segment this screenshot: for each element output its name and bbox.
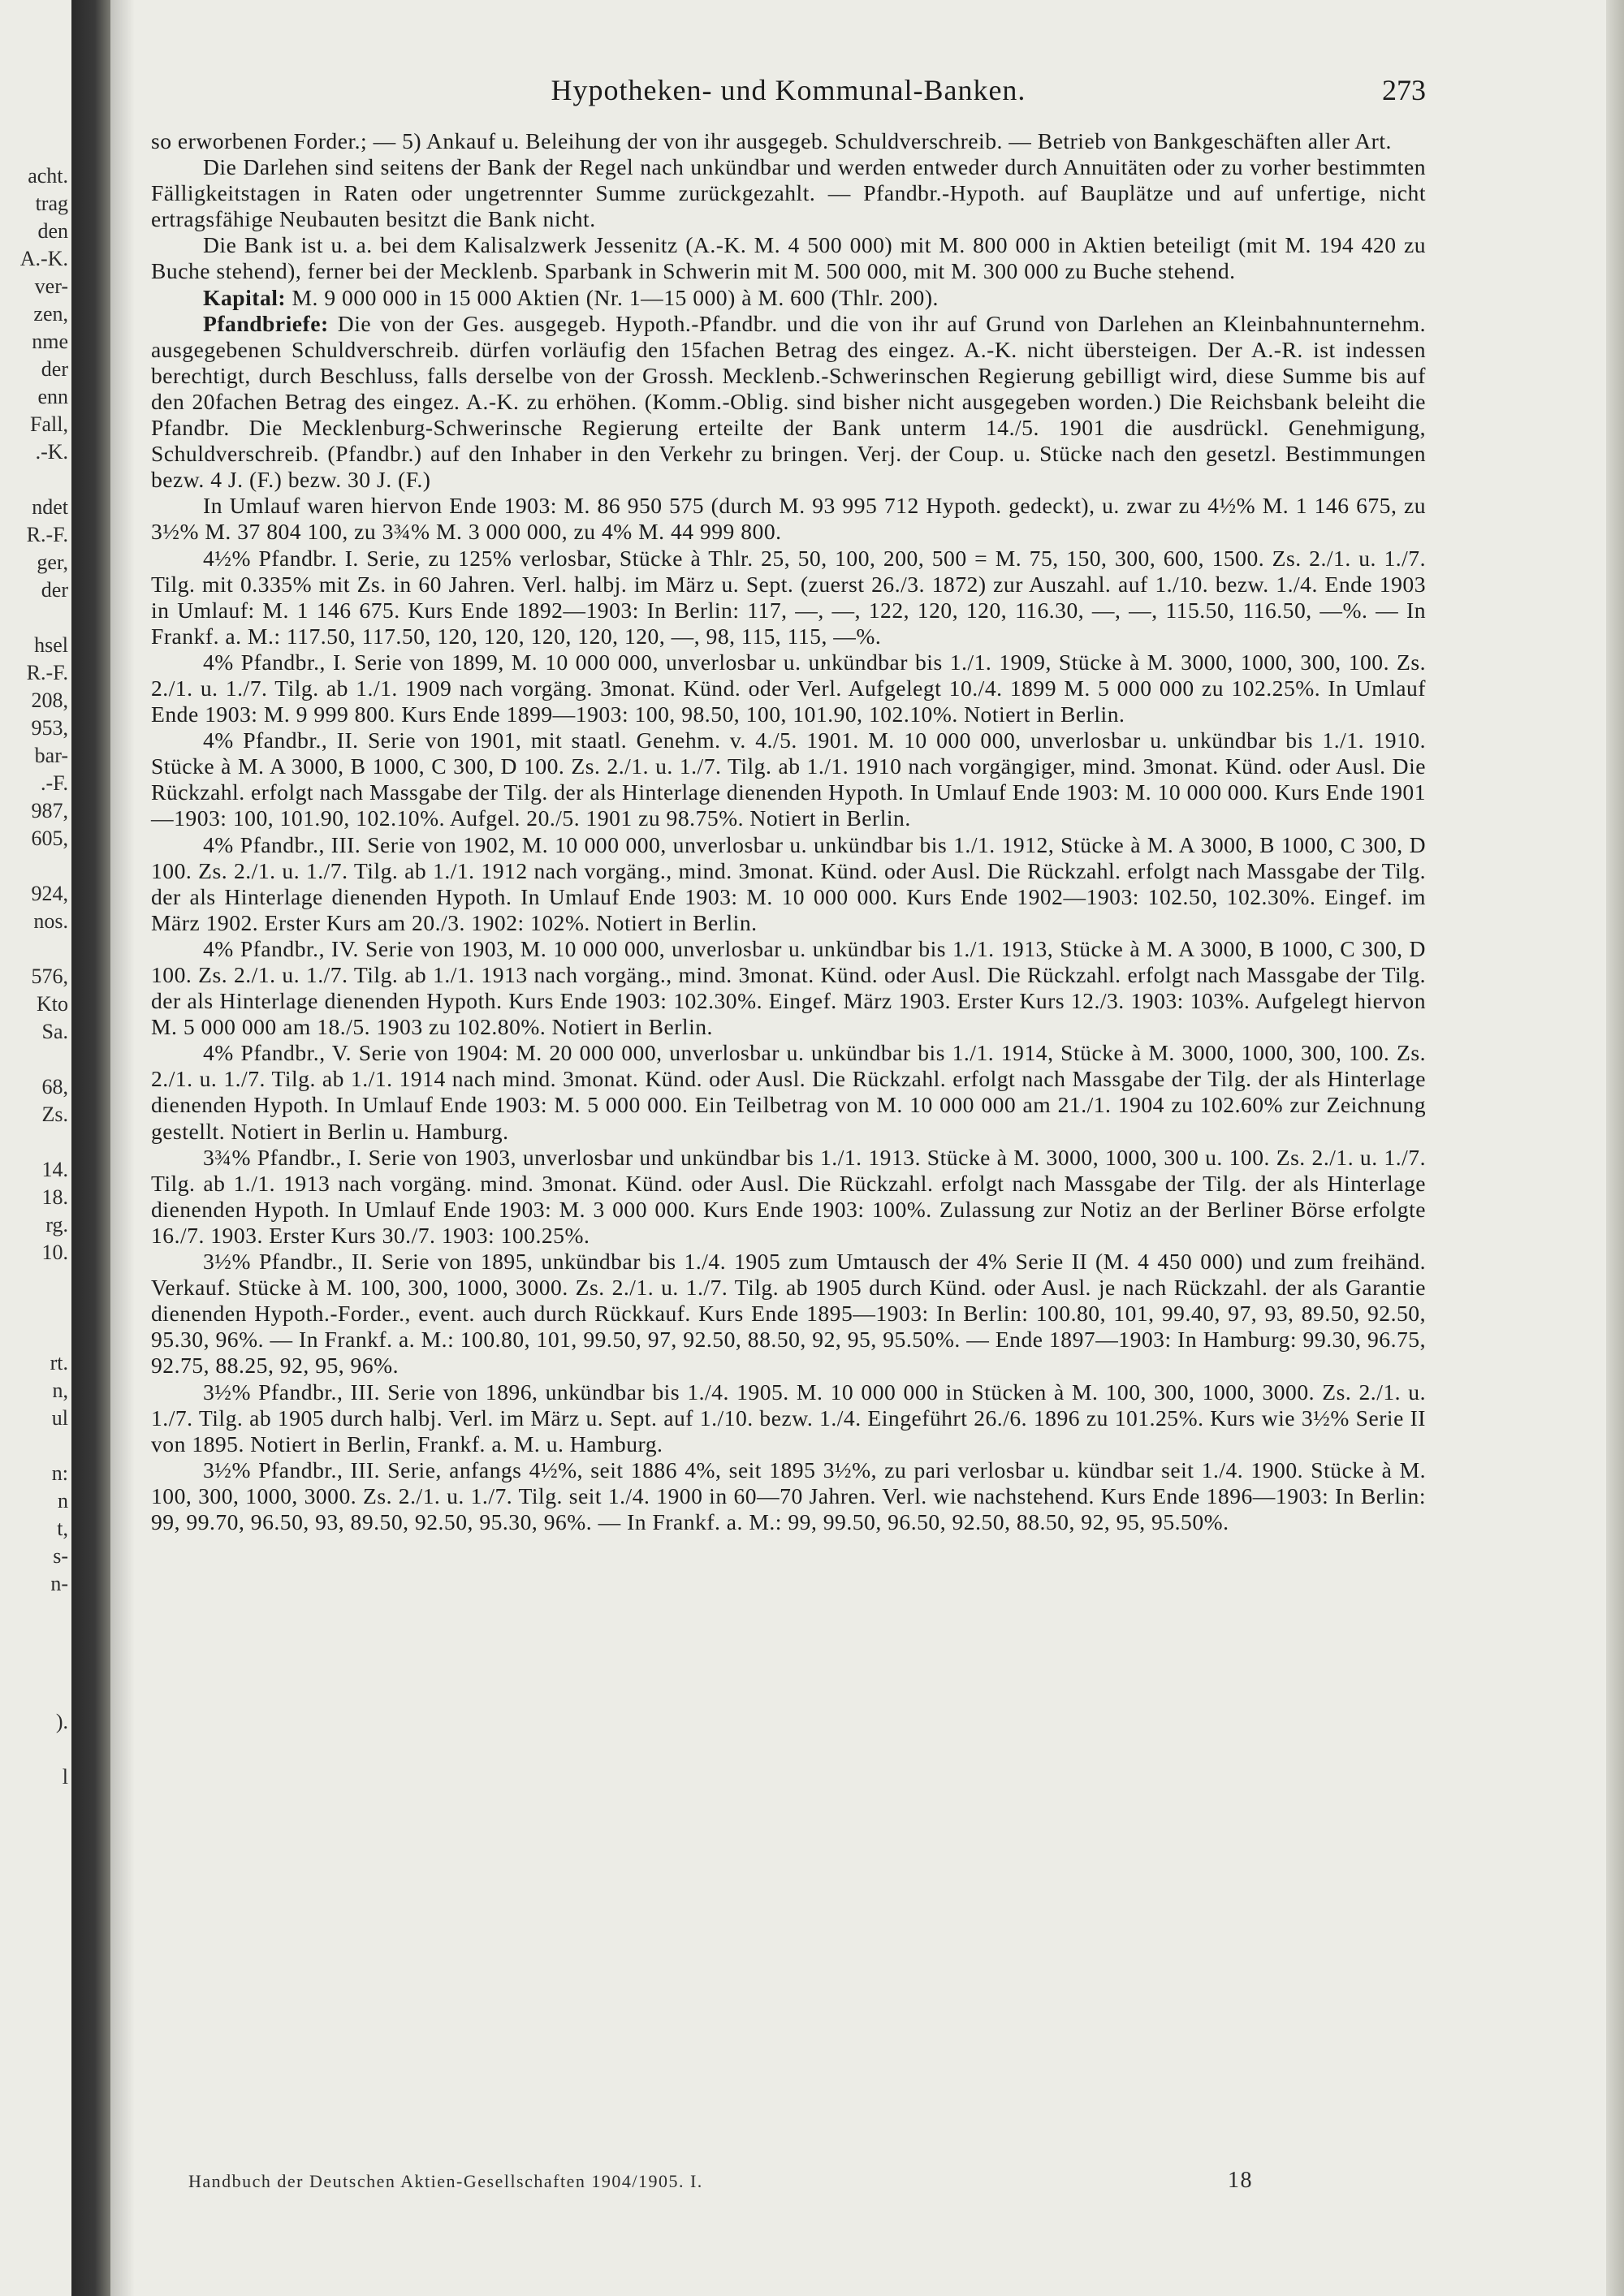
paragraph [151,154,1426,232]
paragraph-text: Die Darlehen sind seitens der Bank der Regel nach unkündbar und werden entweder durch Annuitäten oder zu vorher bestimmten Fälligkeitstagen in Raten oder ungetrennter Summe zurückgezahlt. — Pfandbr.-Hypoth. auf Bauplätze und auf unfertige, nicht ertragsfähige Neubauten besitzt die Bank nicht. [151,154,1426,232]
fragment-line [0,1653,68,1681]
paragraph-text: 4% Pfandbr., III. Serie von 1902, M. 10 000 000, unverlosbar u. unkündbar bis 1./1. 1912, Stücke à M. A 3000, B 1000, C 300, D 100. Zs. 2./1. u. 1./7. Tilg. ab 1./1. 1912 nach vorgäng., mind. 3monat. Künd. oder Ausl. Die Rückzahl. erfolgt nach Massgabe der Tilg. der als Hinterlage dienenden Hypoth. In Umlauf Ende 1903: M. 10 000 000. Kurs Ende 1902—1903: 102.50, 102.30%. Eingef. im März 1902. Erster Kurs am 20./3. 1902: 102%. Notiert in Berlin. [151,831,1426,935]
paragraph [151,311,1426,494]
paragraph [151,232,1426,284]
fragment-line: rt. [50,1351,68,1375]
fragment-line: rg. [45,1213,68,1236]
fragment-line [0,1681,68,1708]
fragment-line: bar- [34,744,68,767]
fragment-line [0,1267,68,1294]
paragraph [151,832,1426,936]
paragraph-text: 4% Pfandbr., IV. Serie von 1903, M. 10 000 000, unverlosbar u. unkündbar bis 1./1. 1913, Stücke à M. A 3000, B 1000, C 300, D 100. Zs. 2./1. u. 1./7. Tilg. ab 1./1. 1913 nach vorgäng., mind. 3monat. Künd. oder Ausl. Die Rückzahl. erfolgt nach Massgabe der Tilg. der als Hinterlage dienenden Hypoth. Kurs Ende 1903: 102.30%. Eingef. März 1903. Erster Kurs 12./3. 1903: 103%. Aufgelegt hiervon M. 5 000 000 am 18./5. 1903 zu 102.80%. Notiert in Berlin. [151,935,1426,1040]
paragraph-text: 3½% Pfandbr., III. Serie von 1896, unkündbar bis 1./4. 1905. M. 10 000 000 in Stücken à M. 100, 300, 1000, 3000. Zs. 2./1. u. 1./7. Tilg. ab 1905 durch halbj. Verl. im März u. Sept. auf 1./10. bezw. 1./4. Eingeführt 26./6. 1896 zu 101.25%. Kurs wie 3½% Serie II von 1895. Notiert in Berlin, Frankf. a. M. u. Hamburg. [151,1379,1426,1457]
paragraph-text: Die Bank ist u. a. bei dem Kalisalzwerk Jessenitz (A.-K. M. 4 500 000) mit M. 800 000 in Aktien beteiligt (mit M. 194 420 zu Buche stehend), ferner bei der Mecklenb. Sparbank in Schwerin mit M. 500 000, mit M. 300 000 zu Buche stehend. [151,232,1426,284]
paragraph-text: 4% Pfandbr., V. Serie von 1904: M. 20 000 000, unverlosbar u. unkündbar bis 1./1. 1914, Stücke à M. 3000, 1000, 300, 100. Zs. 2./1. u. 1./7. Tilg. ab 1./1. 1914 nach mind. 3monat. Künd. oder Ausl. Die Rückzahl. erfolgt nach Massgabe der Tilg. der als Hinterlage dienenden Hypoth. In Umlauf Ende 1903: M. 5 000 000. Ein Teilbetrag von M. 10 000 000 am 21./1. 1904 zu 102.60% zur Zeichnung gestellt. Notiert in Berlin u. Hamburg. [151,1040,1426,1144]
paragraph-text: 4% Pfandbr., I. Serie von 1899, M. 10 000 000, unverlosbar u. unkündbar bis 1./1. 1909, Stücke à M. 3000, 1000, 300, 100. Zs. 2./1. u. 1./7. Tilg. ab 1./1. 1909 nach vorgäng. 3monat. Künd. oder Verl. Aufgelegt 10./4. 1899 M. 5 000 000 zu 102.25%. In Umlauf Ende 1903: M. 9 999 800. Kurs Ende 1899—1903: 100, 98.50, 100, 101.90, 102.10%. Notiert in Berlin. [151,649,1426,727]
fragment-line: s- [53,1544,68,1568]
paragraph [151,285,1426,311]
fragment-line [0,1736,68,1763]
fragment-line: 924, [31,882,68,905]
paragraph-text: so erworbenen Forder.; — 5) Ankauf u. Beleihung der von ihr ausgegeb. Schuldverschreib. — Betrieb von Bankgeschäften aller Art. [151,128,1392,153]
fragment-line [0,1598,68,1625]
paragraph-text: 3¾% Pfandbr., I. Serie von 1903, unverlosbar und unkündbar bis 1./1. 1913. Stücke à M. 3000, 1000, 300 u. 100. Zs. 2./1. u. 1./7. Tilg. ab 1./1. 1913 nach vorgäng. mind. 3monat. Künd. oder Ausl. Die Rückzahl. erfolgt nach Massgabe der Tilg. der als Hinterlage dienenden Hypoth. In Umlauf Ende 1903: M. 3 000 000. Kurs Ende 1903: 100%. Zulassung zur Notiz an der Berliner Börse erfolgte 16./7. 1903. Erster Kurs 30./7. 1903: 100.25%. [151,1144,1426,1248]
running-title: Hypotheken- und Kommunal-Banken. [551,74,1026,106]
fragment-line: 953, [31,716,68,740]
fragment-line [0,604,68,632]
paragraph [151,1145,1426,1249]
paragraph-text: 3½% Pfandbr., II. Serie von 1895, unkündbar bis 1./4. 1905 zum Umtausch der 4% Serie II (M. 4 450 000) und zum freihänd. Verkauf. Stücke à M. 100, 300, 1000, 3000. Zs. 2./1. u. 1./7. Tilg. ab 1905 durch Künd. oder Ausl. je nach Rückzahl. der als Garantie dienenden Hypoth.-Forder., event. auch durch Rückkauf. Kurs Ende 1895—1903: In Berlin: 100.80, 101, 99.40, 97, 93, 89.50, 92.50, 95.30, 96%. — In Frankf. a. M.: 100.80, 101, 99.50, 97, 92.50, 88.50, 92, 95, 95.50%. — Ende 1897—1903: In Hamburg: 99.30, 96.75, 92.75, 88.25, 92, 95, 96%. [151,1249,1426,1379]
fragment-line: nme [32,330,68,353]
fragment-line [0,852,68,880]
page-header [151,73,1426,122]
paragraph-text: 4½% Pfandbr. I. Serie, zu 125% verlosbar, Stücke à Thlr. 25, 50, 100, 200, 500 = M. 75, 150, 300, 600, 1500. Zs. 2./1. u. 1./7. Tilg. mit 0.335% mit Zs. in 60 Jahren. Verl. halbj. im März u. Sept. (zuerst 26./3. 1872) zur Auszahl. auf 1./10. bezw. 1./4. Ende 1903 in Umlauf: M. 1 146 675. Kurs Ende 1892—1903: In Berlin: 117, —, —, 122, 120, 120, 116.30, —, —, 115.50, 116.50, —%. — In Frankf. a. M.: 117.50, 117.50, 120, 120, 120, 120, 120, —, 98, 115, 115, —%. [151,545,1426,649]
paragraph-text: Die von der Ges. ausgegeb. Hypoth.-Pfandbr. und die von ihr auf Grund von Darlehen an Kleinbahnunternehm. ausgegebenen Schuldverschreib. dürfen vorläufig den 15fachen Betrag des eingez. A.-K. nicht übersteigen. Der A.-R. ist indessen berechtigt, durch Beschluss, falls derselbe von der Grossh. Mecklenb.-Schwerinschen Regierung gebilligt wird, diese Summe bis auf den 20fachen Betrag des eingez. A.-K. zu erhöhen. (Komm.-Oblig. sind bisher nicht ausgegeben worden.) Die Reichsbank beleiht die Pfandbr. Die Mecklenburg-Schwerinsche Regierung erteilte der Bank unterm 14./5. 1901 die ausdrückl. Genehmigung, Schuldverschreib. (Pfandbr.) auf den Inhaber in den Verkehr zu bringen. Verj. der Coup. u. Stücke nach den gesetzl. Bestimmungen bezw. 4 J. (F.) bezw. 30 J. (F.) [151,310,1426,493]
fragment-line: enn [37,385,68,408]
fragment-line: 10. [41,1241,68,1264]
page-edge [1606,0,1624,2296]
fragment-line: trag [35,192,68,215]
fragment-line: 576, [31,965,68,988]
fragment-line: R.-F. [26,523,68,546]
page-footer [188,2168,1406,2193]
fragment-line: zen, [33,302,68,326]
fragment-line: acht. [28,164,68,188]
fragment-line: hsel [34,633,68,657]
book-spine [71,0,110,2296]
fragment-line: 208, [31,688,68,712]
fragment-line: ndet [32,495,68,519]
fragment-line: 14. [41,1158,68,1181]
fragment-line: n, [52,1379,68,1402]
paragraph [151,1457,1426,1535]
fragment-line [0,466,68,494]
facing-page-fragments [0,162,68,1791]
fragment-line: der [41,357,68,381]
fragment-line: Sa. [41,1020,68,1043]
fragment-line: n [58,1489,68,1513]
page-number: 273 [1382,74,1426,106]
fragment-line [0,1294,68,1322]
fragment-line: .-F. [40,771,68,795]
document-page [151,73,1426,1535]
fragment-line: ger, [37,550,68,574]
paragraph-lead: Kapital: [203,284,287,310]
fragment-line: 68, [41,1075,68,1098]
paragraph-text: 4% Pfandbr., II. Serie von 1901, mit staatl. Genehm. v. 4./5. 1901. M. 10 000 000, unverlosbar u. unkündbar bis 1./1. 1910. Stücke à M. A 3000, B 1000, C 300, D 100. Zs. 2./1. u. 1./7. Tilg. ab 1./1. 1910 nach vorgängiger, mind. 3monat. Künd. oder Ausl. Die Rückzahl. erfolgt nach Massgabe der Tilg. der als Hinterlage dienenden Hypoth. In Umlauf Ende 1903: M. 10 000 000. Kurs Ende 1901—1903: 100, 101.90, 102.10%. Aufgel. 20./5. 1901 zu 98.75%. Notiert in Berlin. [151,727,1426,831]
paragraph [151,727,1426,831]
fragment-line [0,1625,68,1653]
fragment-line: R.-F. [26,661,68,684]
fragment-line: l [62,1765,68,1789]
paragraph [151,650,1426,727]
fragment-line: Fall, [30,412,68,436]
fragment-line: A.-K. [19,247,68,270]
fragment-line: n- [50,1572,68,1595]
paragraph [151,1040,1426,1144]
paragraph [151,1249,1426,1379]
fragment-line: ul [51,1406,68,1430]
paragraph-text: In Umlauf waren hiervon Ende 1903: M. 86 950 575 (durch M. 93 995 712 Hypoth. gedeckt), u. zwar zu 4½% M. 1 146 675, zu 3½% M. 37 804 100, zu 3¾% M. 3 000 000, zu 4% M. 44 999 800. [151,493,1426,545]
fragment-line [0,1322,68,1349]
fragment-line: t, [57,1517,68,1540]
footer-imprint: Handbuch der Deutschen Aktien-Gesellschaften 1904/1905. I. [188,2171,703,2191]
fragment-line: nos. [33,909,68,933]
page-body [151,128,1426,1535]
fragment-line: Kto [37,992,68,1016]
fragment-line: n: [51,1461,68,1485]
fragment-line: der [41,578,68,602]
fragment-line: den [37,219,68,243]
paragraph [151,936,1426,1040]
fragment-line [0,1046,68,1073]
gutter-shadow [110,0,135,2296]
fragment-line: Zs. [41,1103,68,1126]
fragment-line: 987, [31,799,68,822]
paragraph-text: M. 9 000 000 in 15 000 Aktien (Nr. 1—15 000) à M. 600 (Thlr. 200). [286,284,939,310]
signature-mark: 18 [1228,2168,1253,2193]
paragraph [151,493,1426,545]
fragment-line: 605, [31,826,68,850]
fragment-line: .-K. [35,440,68,464]
paragraph-text: 3½% Pfandbr., III. Serie, anfangs 4½%, seit 1886 4%, seit 1895 3½%, zu pari verlosbar u. kündbar seit 1./4. 1900. Stücke à M. 100, 300, 1000, 3000. Zs. 2./1. u. 1./7. Tilg. seit 1./4. 1900 in 60—70 Jahren. Verl. wie nachstehend. Kurs Ende 1896—1903: In Berlin: 99, 99.70, 96.50, 93, 89.50, 92.50, 95.30, 96%. — In Frankf. a. M.: 99, 99.50, 96.50, 92.50, 88.50, 92, 95, 95.50%. [151,1457,1426,1534]
fragment-line: ver- [34,274,68,298]
paragraph-lead: Pfandbriefe: [203,310,329,336]
paragraph [151,128,1426,154]
paragraph [151,546,1426,650]
paragraph [151,1379,1426,1457]
fragment-line: 18. [41,1185,68,1209]
fragment-line [0,1432,68,1460]
fragment-line [0,1129,68,1156]
fragment-line [0,935,68,963]
fragment-line: ). [55,1710,68,1733]
